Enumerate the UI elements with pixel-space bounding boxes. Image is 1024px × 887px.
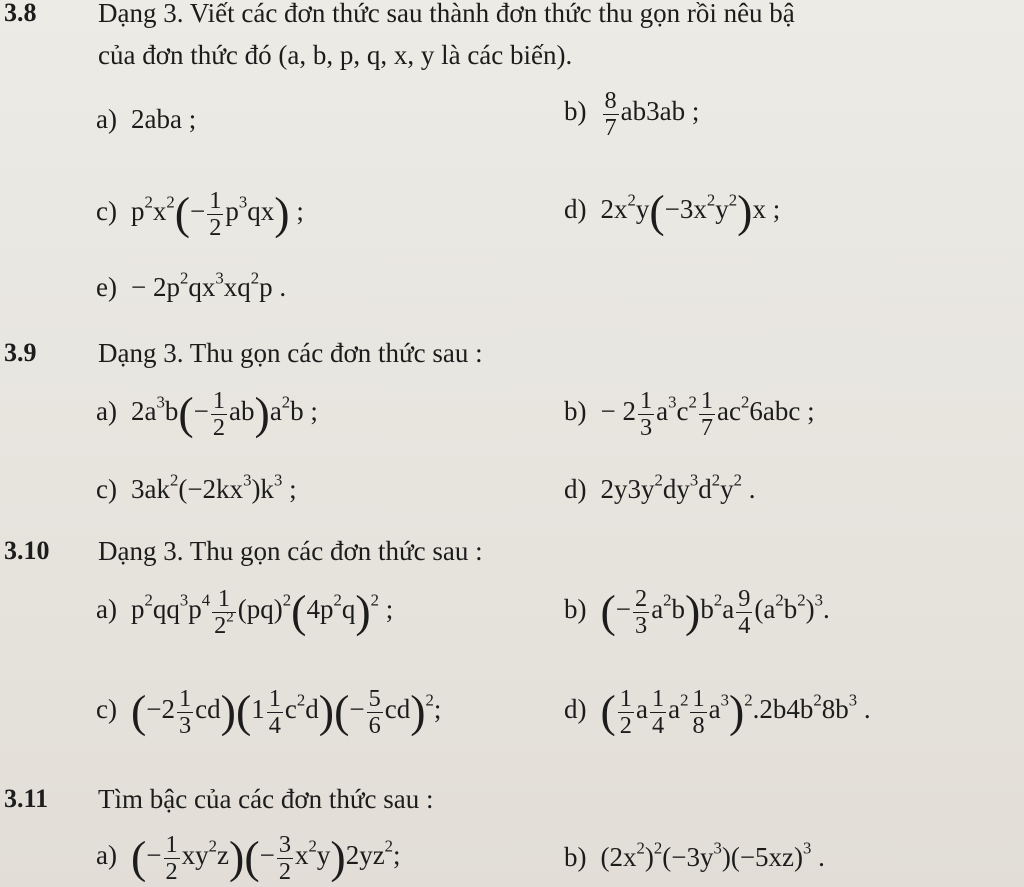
exercise-number-3-8: 3.8 <box>4 0 37 27</box>
item-3-9-d: d) $2y3y^2dy^3d^2y^2$ . <box>564 470 756 504</box>
exercise-number-3-9: 3.9 <box>4 338 37 367</box>
item-3-8-a: a) 2aba ; <box>96 104 197 134</box>
item-3-9-c: c) $3ak^2(-2kx^3)k^3$ ; <box>96 470 297 504</box>
item-3-8-d: d) $2x^2y(-3x^2y^2)x$ ; <box>564 185 781 237</box>
item-3-8-c: c) $p^2x^2(-$ $\frac{1}{2}$ $p^3qx$) ; <box>96 187 304 241</box>
item-3-8-e: $e) - 2p^2qx^3xq^2p$ . <box>96 268 287 302</box>
exercise-heading-3-9: Dạng 3. Thu gọn các đơn thức sau : <box>98 338 483 368</box>
exercise-heading-3-8-line1: Dạng 3. Viết các đơn thức sau thành đơn thức thu gọn rồi nêu bậ <box>98 0 795 28</box>
exercise-heading-3-8-line2: của đơn thức đó (a, b, p, q, x, y là các biến). <box>98 40 573 70</box>
item-3-8-b: b) $\frac{8}{7}$ ab3ab ; <box>564 87 700 141</box>
exercise-heading-3-11: Tìm bậc của các đơn thức sau : <box>98 784 434 814</box>
item-3-10-a: a) $p^2qq^3p^4$ $\frac{1}{2^2}$ $(pq)^2(4p^2q)^2$ ; <box>96 585 394 639</box>
item-3-10-b: b) (− $\frac{2}{3}$ $a^2b)b^2a$ $\frac{9}{4}$ $(a^2b^2)^3$. <box>564 585 830 639</box>
exercise-heading-3-10: Dạng 3. Thu gọn các đơn thức sau : <box>98 536 483 566</box>
exercise-number-3-11: 3.11 <box>4 784 49 813</box>
item-3-11-a: a) (− $\frac{1}{2}$ $xy^2z)(-$ $\frac{3}{2}$ $x^2y)2yz^2$; <box>96 831 401 885</box>
item-3-9-a: a) $2a^3b(-$ $\frac{1}{2}$ $ab)a^2b$ ; <box>96 387 318 441</box>
item-3-9-b: b) − 2 $\frac{1}{3}$ $a^3c^2$ $\frac{1}{7}$ $ac^26abc$ ; <box>564 387 815 441</box>
exercise-number-3-10: 3.10 <box>4 536 50 565</box>
item-3-10-d: d) ( $\frac{1}{2}$ a $\frac{1}{4}$ $a^2$ $\frac{1}{8}$ $a^3)^2.2b4b^28b^3$ . <box>564 685 871 739</box>
item-3-11-b: b) $(2x^2)^2(-3y^3)(-5xz)^3$ . <box>564 838 825 872</box>
item-3-10-c: c) (−2 $\frac{1}{3}$ cd)(1 $\frac{1}{4}$ $c^2d)(-$ $\frac{5}{6}$ cd)$^2$; <box>96 685 442 739</box>
